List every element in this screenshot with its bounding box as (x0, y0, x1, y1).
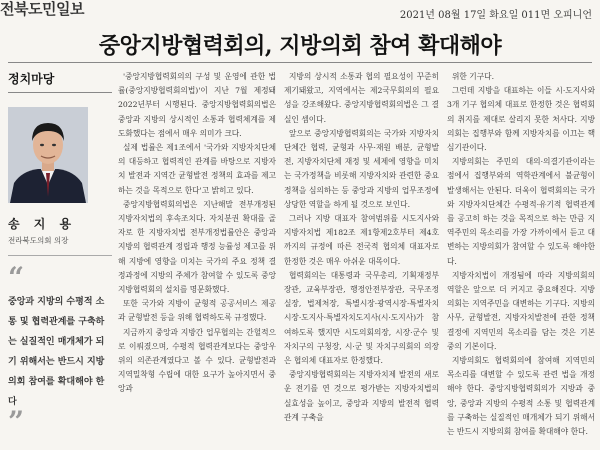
body-column-2 (284, 70, 439, 425)
section-label: 정치마당 (8, 70, 112, 93)
author-name: 송 지 용 (8, 217, 77, 231)
body-paragraph: 위한 기구다. (452, 72, 495, 81)
newspaper-name: 전북도민일보 (0, 0, 84, 18)
masthead (0, 0, 600, 22)
body-column-3 (447, 70, 595, 439)
body-paragraph: 또한 국가와 지방이 균형적 공공서비스 제공과 균형발전 등을 위해 협력하도록 규정했다. (118, 299, 276, 323)
author-divider (8, 255, 112, 256)
date-line: 2021년 08월 17일 화요일 011면 오피니언 (399, 10, 592, 21)
body-paragraph: 지방의 상시적 소통과 협의 필요성이 꾸준히 제기돼왔고, 지역에서는 제2국무회의의 필요성을 강조해왔다. 중앙지방협력회의법은 그 결실인 셈이다. (284, 72, 439, 124)
body-column-1 (118, 70, 276, 397)
author-sidebar (8, 70, 112, 450)
headline-rule (8, 62, 592, 63)
open-quote-icon: “ (8, 261, 25, 294)
body-paragraph: 중앙지방협력회의법은 지난해말 전부개정된 지방자치법의 후속조치다. 자치분권 확대를 골자로 한 지방자치법 전부개정법률안은 중앙과 지방의 협력관계 정립과 행정 능률성 제고를 위해 지방에 영향을 미치는 국가의 주요 정책 결정과정에 지방의 주체가 참여할 수 있도록 중앙지방협력회의 설치를 명문화했다. (118, 199, 276, 295)
article-headline: 중앙지방협력회의, 지방의회 참여 확대해야 (98, 33, 502, 59)
body-paragraph: 그런데 지방을 대표하는 이들 시·도지사와 3개 기구 협의체 대표로 한정한 것은 협력회의 취지를 제대로 살리지 못한 처사다. 지방의회는 집행부와 함께 지방자치를 이끄는 핵심기관이다. (447, 86, 595, 153)
body-paragraph: 지방의회는 주민의 대의·의결기관이라는 점에서 집행부와의 역학관계에서 불균형이 발생해서는 안된다. 더욱이 협력회의는 국가와 지방자치단체간 수평적·유기적 협력관계를 공고히 하는 것을 목적으로 하는 만큼 지역주민의 목소리를 가장 가까이에서 듣고 대변하는 지방의회가 참여할 수 있도록 해야한다. (447, 157, 595, 266)
body-paragraph: 그러나 지방 대표자 참여범위를 시도지사와 지방자치법 제182조 제1항제2호부터 제4호까지의 규정에 따른 전국적 협의체 대표자로 한정한 것은 매우 아쉬운 대목이다. (284, 214, 439, 266)
body-paragraph: 지방의회도 협력회의에 참여해 지역민의 목소리를 대변할 수 있도록 관련 법을 개정해야 한다. 중앙지방협력회의가 지방과 중앙, 중앙과 지방의 수평적 소통 및 협력관계를 구축하는 실질적인 매개체가 되기 위해서는 반드시 지방의회 참여를 확대해야 한다. (447, 356, 595, 437)
close-quote-icon: ” (8, 405, 25, 438)
body-paragraph: 중앙지방협력회의는 지방자치제 발전의 새로운 전기를 연 것으로 평가받는 지방자치법의 실효성을 높이고, 중앙과 지방의 발전적 협력관계 구축을 (284, 370, 439, 422)
body-paragraph: 협력회의는 대통령과 국무총리, 기획재정부장관, 교육부장관, 행정안전부장관, 국무조정실장, 법제처장, 특별시장·광역시장·특별자치시장·도지사·특별자치도지사(시·도지사)가 참여하도록 했지만 시도의회의장, 시장·군수 및 자치구의 구청장, 시·군 및 자치구의회의 의장은 협의체 대표자로 한정했다. (284, 270, 439, 366)
pull-quote: 중앙과 지방의 수평적 소통 및 협력관계를 구축하는 실질적인 매개체가 되기 위해서는 반드시 지방의회 참여를 확대해야 한다 (8, 297, 105, 407)
body-paragraph: 지금까지 중앙과 지방간 업무협의는 간헐적으로 이뤄졌으며, 수평적 협력관계보다는 중앙우위의 의존관계였다고 볼 수 있다. 균형발전과 지역밀착형 수립에 대한 요구가 높아지면서 중앙과 (118, 327, 276, 394)
body-paragraph: 지방자치법이 개정됨에 따라 지방의회의 역할은 앞으로 더 커지고 중요해진다. 지방의회는 지역주민을 대변하는 기구다. 지방의 사무, 균형발전, 지방자치발전에 관한 정책결정에 지역민의 목소리를 담는 것은 기본 중의 기본이다. (447, 270, 595, 351)
author-portrait-icon (8, 107, 88, 203)
author-photo (8, 107, 88, 203)
body-paragraph: 앞으로 중앙지방협력회의는 국가와 지방자치단체간 협력, 균형과 사무·재원 배분, 균형발전, 지방자치단체 재정 및 세제에 영향을 미치는 국가정책을 비롯해 지방자치와 관련한 중요 정책을 심의하는 등 중앙과 지방의 업무조정에 상당한 역할을 하게 될 것으로 보인다. (284, 128, 439, 209)
body-paragraph: 실제 법률은 제1조에서 '국가와 지방자치단체의 대등하고 협력적인 관계를 바탕으로 지방자치 발전과 지역간 균형발전 정책의 효과를 제고하는 것을 목적으로 한다'고 밝히고 있다. (118, 143, 276, 195)
body-paragraph: '중앙지방협력회의의 구성 및 운영에 관한 법률(중앙지방협력회의법)'이 지난 7월 제정돼 2022년부터 시행된다. 중앙지방협력회의법은 중앙과 지방의 상시적인 소통과 협력체계를 제도화했다는 점에서 매우 의미가 크다. (118, 72, 276, 138)
author-title: 전라북도의회 의장 (8, 236, 69, 245)
